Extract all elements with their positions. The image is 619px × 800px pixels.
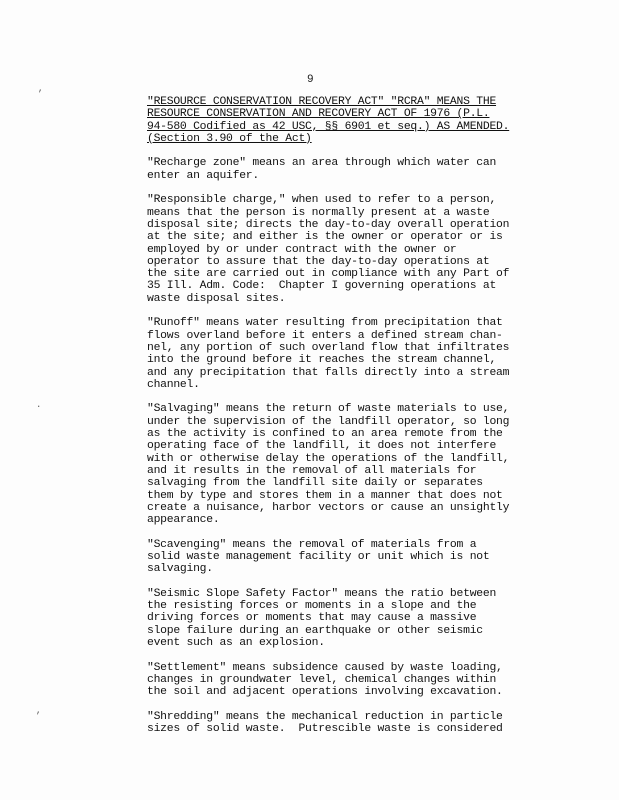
text-line: them by type and stores them in a manner that does not: [147, 489, 503, 502]
text-line: operator to assure that the day-to-day operations at: [147, 255, 490, 268]
text-line: driving forces or moments that may cause a massive: [147, 612, 477, 625]
text-line: as the activity is confined to an area remote from the: [147, 428, 503, 441]
definition-salvaging: [147, 403, 557, 526]
text-line: enter an aquifer.: [147, 169, 259, 182]
text-line: "Settlement" means subsidence caused by waste loading,: [147, 661, 503, 674]
text-line: disposal site; directs the day-to-day overall operation: [147, 218, 510, 231]
definition-runoff: [147, 317, 557, 391]
text-line: channel.: [147, 378, 200, 391]
text-line: with or otherwise delay the operations of the landfill,: [147, 452, 510, 465]
text-line: solid waste management facility or unit which is not: [147, 550, 490, 563]
text-line: flows overland before it enters a defined stream chan-: [147, 329, 503, 342]
margin-mark: .: [36, 400, 42, 410]
text-line: waste disposal sites.: [147, 292, 286, 305]
text-line: salvaging.: [147, 563, 213, 576]
text-line: RESOURCE CONSERVATION AND RECOVERY ACT OF 1976 (P.L.: [147, 108, 490, 121]
text-line: the resisting forces or moments in a slope and the: [147, 600, 477, 613]
margin-mark: ,: [36, 706, 42, 716]
text-line: "Responsible charge," when used to refer to a person,: [147, 194, 497, 207]
text-line: changes in groundwater level, chemical changes within: [147, 673, 497, 686]
text-line: "Salvaging" means the return of waste materials to use,: [147, 403, 510, 416]
text-line: at the site; and either is the owner or operator or is: [147, 231, 503, 244]
text-line: the site are carried out in compliance with any Part of: [147, 268, 510, 281]
text-line: create a nuisance, harbor vectors or cause an unsightly: [147, 501, 510, 514]
text-line: salvaging from the landfill site daily or separates: [147, 477, 483, 490]
text-line: appearance.: [147, 514, 220, 527]
text-line: "Runoff" means water resulting from precipitation that: [147, 317, 503, 330]
text-line: 35 Ill. Adm. Code: Chapter I governing operations at: [147, 280, 497, 293]
text-line: into the ground before it reaches the stream channel,: [147, 354, 497, 367]
text-line: (Section 3.90 of the Act): [147, 132, 312, 145]
text-line: under the supervision of the landfill operator, so long: [147, 415, 510, 428]
text-line: "Scavenging" means the removal of materials from a: [147, 538, 477, 551]
definition-recharge-zone: [147, 157, 557, 182]
text-line: and any precipitation that falls directly into a stream: [147, 366, 510, 379]
text-line: "RESOURCE CONSERVATION RECOVERY ACT" "RCRA" MEANS THE: [147, 96, 497, 108]
text-line: nel, any portion of such overland flow that infiltrates: [147, 341, 510, 354]
text-line: employed by or under contract with the owner or: [147, 243, 457, 256]
page-number: 9: [307, 74, 314, 86]
definitions-body: [147, 96, 557, 748]
definition-scavenging: [147, 539, 557, 576]
text-line: 94-580 Codified as 42 USC, §§ 6901 et seq.) AS AMENDED.: [147, 120, 510, 133]
definition-responsible-charge: [147, 194, 557, 305]
text-line: and it results in the removal of all materials for: [147, 464, 477, 477]
definition-shredding: [147, 711, 557, 736]
margin-mark: ,: [38, 84, 44, 94]
definition-seismic-slope-safety-factor: [147, 588, 557, 649]
text-line: the soil and adjacent operations involving excavation.: [147, 686, 503, 699]
text-line: "Recharge zone" means an area through which water can: [147, 157, 497, 170]
text-line: "Shredding" means the mechanical reduction in particle: [147, 710, 503, 723]
text-line: sizes of solid waste. Putrescible waste is considered: [147, 723, 503, 736]
text-line: means that the person is normally present at a waste: [147, 206, 490, 219]
text-line: "Seismic Slope Safety Factor" means the ratio between: [147, 587, 497, 600]
text-line: operating face of the landfill, it does not interfere: [147, 440, 497, 453]
text-line: event such as an explosion.: [147, 637, 325, 650]
text-line: slope failure during an earthquake or other seismic: [147, 624, 483, 637]
definition-rcra: [147, 96, 557, 145]
definition-settlement: [147, 662, 557, 699]
